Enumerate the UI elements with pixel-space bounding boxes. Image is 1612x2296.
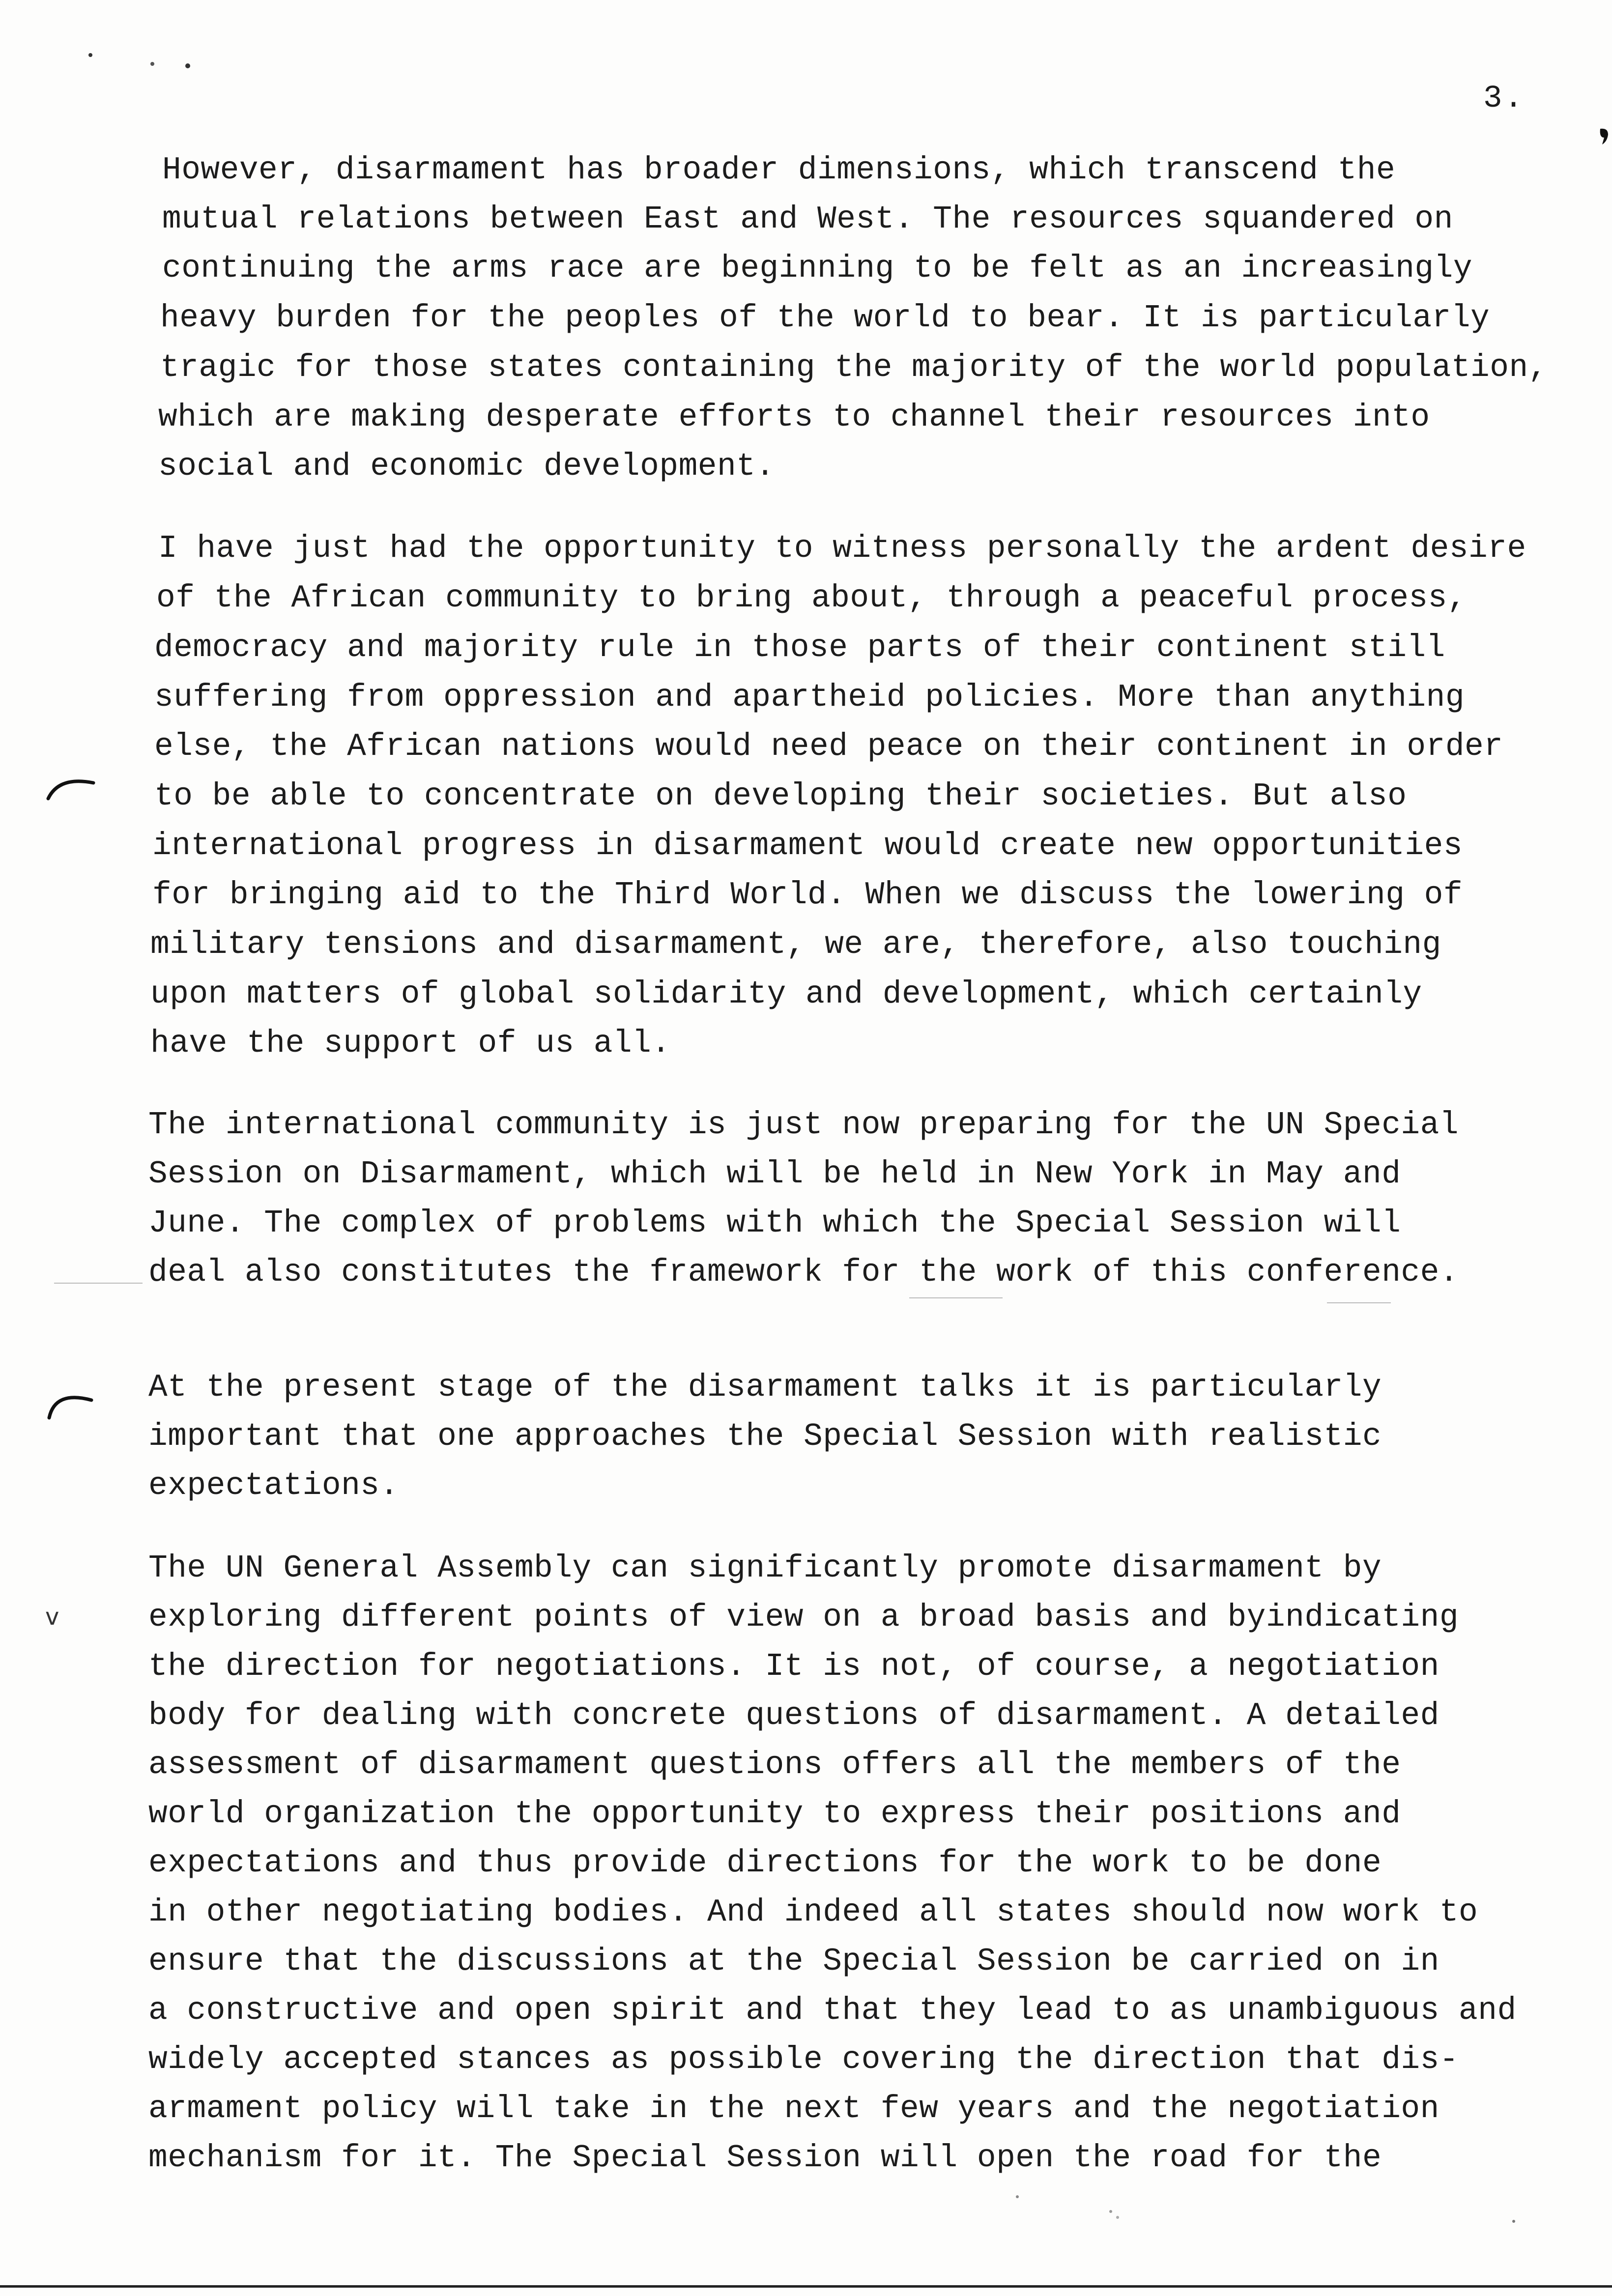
text-line: Session on Disarmament, which will be held in New York in May and bbox=[148, 1156, 1401, 1192]
margin-check-mark: v bbox=[45, 1603, 59, 1631]
text-line: body for dealing with concrete questions of disarmament. A detailed bbox=[148, 1698, 1439, 1734]
scan-speck-marks bbox=[84, 49, 202, 74]
ink-blot-mark bbox=[1598, 127, 1611, 146]
text-line: upon matters of global solidarity and development, which certainly bbox=[150, 976, 1422, 1012]
text-line: of the African community to bring about, through a peaceful process, bbox=[156, 580, 1467, 616]
text-line: ensure that the discussions at the Special Session be carried on in bbox=[148, 1944, 1439, 1980]
text-line: the direction for negotiations. It is not, of course, a negotiation bbox=[148, 1649, 1439, 1685]
text-line: expectations and thus provide directions for the work to be done bbox=[148, 1845, 1382, 1881]
faint-dash-mark bbox=[54, 1283, 143, 1284]
text-line: have the support of us all. bbox=[150, 1026, 671, 1062]
text-line: mechanism for it. The Special Session will open the road for the bbox=[148, 2140, 1382, 2176]
faint-dash-mark bbox=[1327, 1302, 1391, 1303]
text-line: military tensions and disarmament, we are, therefore, also touching bbox=[150, 927, 1441, 963]
text-line: which are making desperate efforts to channel their resources into bbox=[158, 400, 1430, 435]
text-line: I have just had the opportunity to witness personally the ardent desire bbox=[158, 531, 1526, 567]
text-line: world organization the opportunity to express their positions and bbox=[148, 1796, 1401, 1832]
text-line: heavy burden for the peoples of the world to bear. It is particularly bbox=[160, 300, 1490, 336]
text-line: to be able to concentrate on developing their societies. But also bbox=[154, 778, 1407, 814]
text-line: suffering from oppression and apartheid policies. More than anything bbox=[154, 680, 1465, 716]
scan-speck-marks bbox=[1012, 2192, 1524, 2236]
text-line: The UN General Assembly can significantly promote disarmament by bbox=[148, 1550, 1382, 1586]
text-line: continuing the arms race are beginning to be felt as an increasingly bbox=[162, 251, 1473, 287]
text-line: exploring different points of view on a broad basis and byindicating bbox=[148, 1600, 1459, 1636]
text-line: international progress in disarmament would create new opportunities bbox=[152, 828, 1463, 864]
margin-bracket-mark bbox=[44, 1383, 98, 1423]
page-number: 3. bbox=[1483, 81, 1525, 116]
text-line: The international community is just now preparing for the UN Special bbox=[148, 1107, 1459, 1143]
text-line: else, the African nations would need peace on their continent in order bbox=[154, 729, 1503, 765]
text-line: democracy and majority rule in those parts of their continent still bbox=[154, 630, 1445, 666]
text-line: for bringing aid to the Third World. When we discuss the lowering of bbox=[152, 877, 1463, 913]
text-line: social and economic development. bbox=[158, 449, 775, 485]
text-line: important that one approaches the Special Session with realistic bbox=[148, 1419, 1382, 1455]
text-line: a constructive and open spirit and that they lead to as unambiguous and bbox=[148, 1993, 1517, 2029]
bottom-edge-rule bbox=[0, 2285, 1612, 2288]
text-line: in other negotiating bodies. And indeed all states should now work to bbox=[148, 1894, 1478, 1930]
text-line: expectations. bbox=[148, 1468, 399, 1504]
text-line: At the present stage of the disarmament talks it is particularly bbox=[148, 1370, 1382, 1406]
margin-bracket-mark bbox=[44, 769, 98, 804]
text-line: widely accepted stances as possible covering the direction that dis- bbox=[148, 2042, 1459, 2078]
text-line: tragic for those states containing the majority of the world population, bbox=[160, 350, 1548, 386]
faint-dash-mark bbox=[909, 1297, 1003, 1298]
text-line: June. The complex of problems with which the Special Session will bbox=[148, 1205, 1401, 1241]
text-line: armament policy will take in the next few years and the negotiation bbox=[148, 2091, 1439, 2127]
text-line: assessment of disarmament questions offers all the members of the bbox=[148, 1747, 1401, 1783]
text-line: However, disarmament has broader dimensions, which transcend the bbox=[162, 152, 1396, 188]
text-line: mutual relations between East and West. The resources squandered on bbox=[162, 201, 1453, 237]
text-line: deal also constitutes the framework for the work of this conference. bbox=[148, 1255, 1459, 1291]
